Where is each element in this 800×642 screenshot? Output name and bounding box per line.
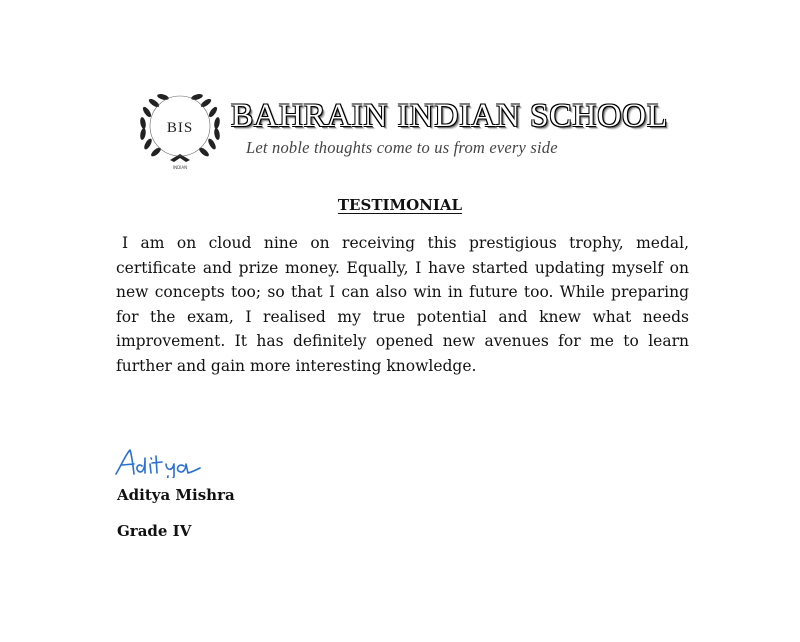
letterhead [0, 0, 800, 180]
school-motto: Let noble thoughts come to us from every side [246, 138, 558, 157]
student-grade: Grade IV [117, 522, 192, 540]
school-logo [130, 86, 230, 176]
svg-text:INDIAN: INDIAN [172, 165, 188, 170]
school-name: BAHRAIN INDIAN SCHOOL [231, 98, 669, 134]
student-name: Aditya Mishra [117, 486, 235, 504]
svg-text:BIS: BIS [166, 120, 194, 136]
handwritten-signature [112, 446, 222, 478]
testimonial-body: I am on cloud nine on receiving this prestigious trophy, medal, certificate and prize money. Equally, I have started updating myself on new concepts too; so that I can also win in future too. While preparing for the exam, I realised my true potential and knew what needs improvement. It has definitely opened new avenues for me to learn further and gain more interesting knowledge. [116, 234, 689, 375]
document-title: TESTIMONIAL [337, 196, 463, 214]
